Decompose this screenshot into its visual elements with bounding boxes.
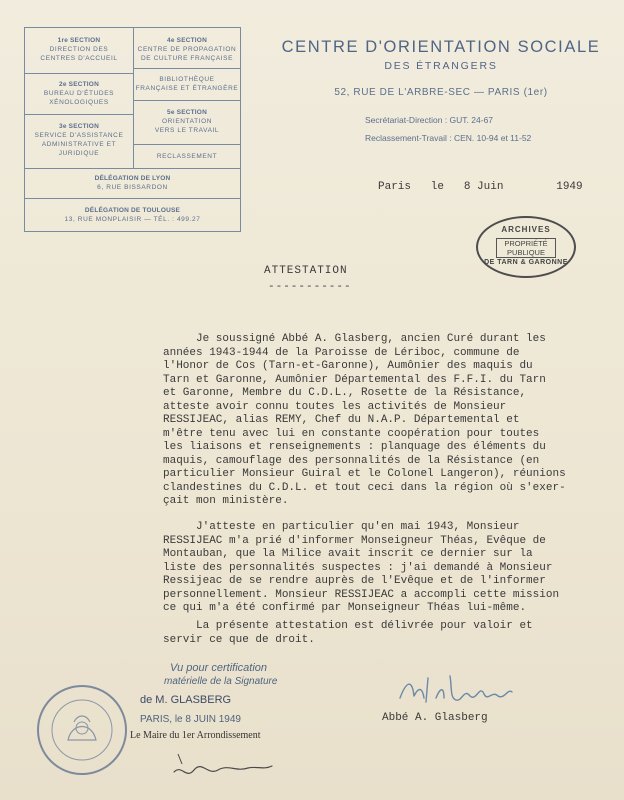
section-3-line-1: SERVICE D'ASSISTANCE [34, 132, 124, 139]
section-3 [27, 122, 131, 158]
delegation-toulouse [25, 206, 240, 224]
section-5-line-2: VERS LE TRAVAIL [154, 127, 220, 134]
certification-line-2: matérielle de la Signature [164, 676, 278, 687]
body-paragraph-2: J'atteste en particulier qu'en mai 1943, Monsieur RESSIJEAC m'a prié d'informer Monseigneur Théas, Evêque de Montauban, que la Milice avait inscrit ce dernier sur la liste des personnalités suspectes : j'ai demandé à Monsieur Ressijeac de se rendre auprès de l'Evêque et de l'informer personnellement. Monsieur RESSIJEAC a accompli cette mission ce qui m'a été confirmé par Monseigneur Théas lui-même. [163, 521, 560, 614]
row-divider [133, 68, 240, 69]
section-4-heading: 4e SECTION [167, 37, 207, 44]
section-library [135, 75, 239, 93]
archives-stamp-bottom: DE TARN & GARONNE [484, 259, 568, 266]
section-2 [27, 80, 131, 107]
title-underline: ----------- [268, 281, 352, 293]
certification-mayor: Le Maire du 1er Arrondissement [130, 730, 261, 741]
section-3-line-3: JURIDIQUE [58, 150, 100, 157]
library-line-2: FRANÇAISE ET ÉTRANGÈRE [135, 85, 239, 92]
row-divider [25, 198, 240, 199]
date-line: Paris le 8 Juin 1949 [378, 181, 583, 193]
row-divider [25, 168, 240, 169]
mairie-seal [34, 682, 130, 778]
secretariat-phone: Secrétariat-Direction : GUT. 24-67 [365, 115, 494, 125]
section-reclassement [135, 152, 239, 161]
certification-line-1: Vu pour certification [170, 662, 268, 674]
delegation-lyon-address: 6, RUE BISSARDON [97, 184, 168, 191]
certification-line-3: de M. GLASBERG [140, 694, 232, 706]
row-divider [25, 114, 133, 115]
organization-address: 52, RUE DE L'ARBRE-SEC — PARIS (1er) [334, 87, 548, 98]
section-3-line-2: ADMINISTRATIVE ET [41, 141, 117, 148]
section-3-heading: 3e SECTION [59, 123, 99, 130]
section-1-heading: 1re SECTION [57, 37, 101, 44]
delegation-toulouse-heading: DÉLÉGATION DE TOULOUSE [84, 207, 181, 214]
row-divider [133, 144, 240, 145]
archives-stamp [476, 216, 576, 278]
certification-date: PARIS, le 8 JUIN 1949 [140, 714, 241, 725]
archives-stamp-middle: PROPRIÉTÉ PUBLIQUE [496, 238, 556, 258]
delegation-toulouse-address: 13, RUE MONPLAISIR — TÉL. : 499.27 [64, 216, 201, 223]
reclassement-phone: Reclassement-Travail : CEN. 10-94 et 11-52 [365, 133, 532, 143]
section-4-line-1: CENTRE DE PROPAGATION [137, 46, 237, 53]
section-2-line-1: BUREAU D'ÉTUDES [43, 90, 115, 97]
archives-stamp-top: ARCHIVES [501, 225, 551, 234]
organization-title: CENTRE D'ORIENTATION SOCIALE [281, 38, 601, 56]
section-2-line-2: XÉNOLOGIQUES [49, 99, 109, 106]
body-paragraph-1: Je soussigné Abbé A. Glasberg, ancien Curé durant les années 1943-1944 de la Paroisse de Lériboc, commune de l'Honor de Cos (Tarn-et-Garonne), Aumônier des maquis du Tarn et Garonne, Aumônier Départemental des F.F.I. du Tarn et Garonne, Membre du C.D.L., Rosette de la Résistance, atteste avoir connu toutes les activités de Monsieur RESSIJEAC, alias REMY, Chef du N.A.P. Départemental et m'être tenu avec lui en constante coopération pour toutes les liaisons et renseignements : planquage des éléments du maquis, camouflage des personnalités de la Résistance (en particulier Monsieur Guiral et le Colonel Langeron), réunions clandestines du C.D.L. et tout ceci dans la région où s'exer- çait mon ministère. [163, 333, 566, 507]
mayor-signature [168, 746, 278, 786]
section-1-line-2: CENTRES D'ACCUEIL [40, 55, 118, 62]
row-divider [133, 100, 240, 101]
section-1 [27, 36, 131, 63]
row-divider [25, 73, 133, 74]
handwritten-signature [392, 668, 522, 712]
document-title: ATTESTATION [264, 265, 348, 277]
section-1-line-1: DIRECTION DES [49, 46, 109, 53]
section-divider [133, 28, 134, 168]
section-2-heading: 2e SECTION [59, 81, 99, 88]
organization-subtitle: DES ÉTRANGERS [384, 60, 498, 72]
body-paragraph-3: La présente attestation est délivrée pour valoir et servir ce que de droit. [163, 620, 533, 646]
section-5 [135, 108, 239, 135]
section-5-heading: 5e SECTION [167, 109, 207, 116]
letterhead-sections-box [24, 27, 241, 232]
delegation-lyon-heading: DÉLÉGATION DE LYON [94, 175, 171, 182]
reclassement-line: RECLASSEMENT [156, 153, 218, 160]
signatory-name: Abbé A. Glasberg [382, 712, 488, 724]
library-line-1: BIBLIOTHÈQUE [159, 76, 215, 83]
section-4-line-2: DE CULTURE FRANÇAISE [140, 55, 234, 62]
delegation-lyon [25, 174, 240, 192]
section-4 [135, 36, 239, 63]
section-5-line-1: ORIENTATION [161, 118, 213, 125]
